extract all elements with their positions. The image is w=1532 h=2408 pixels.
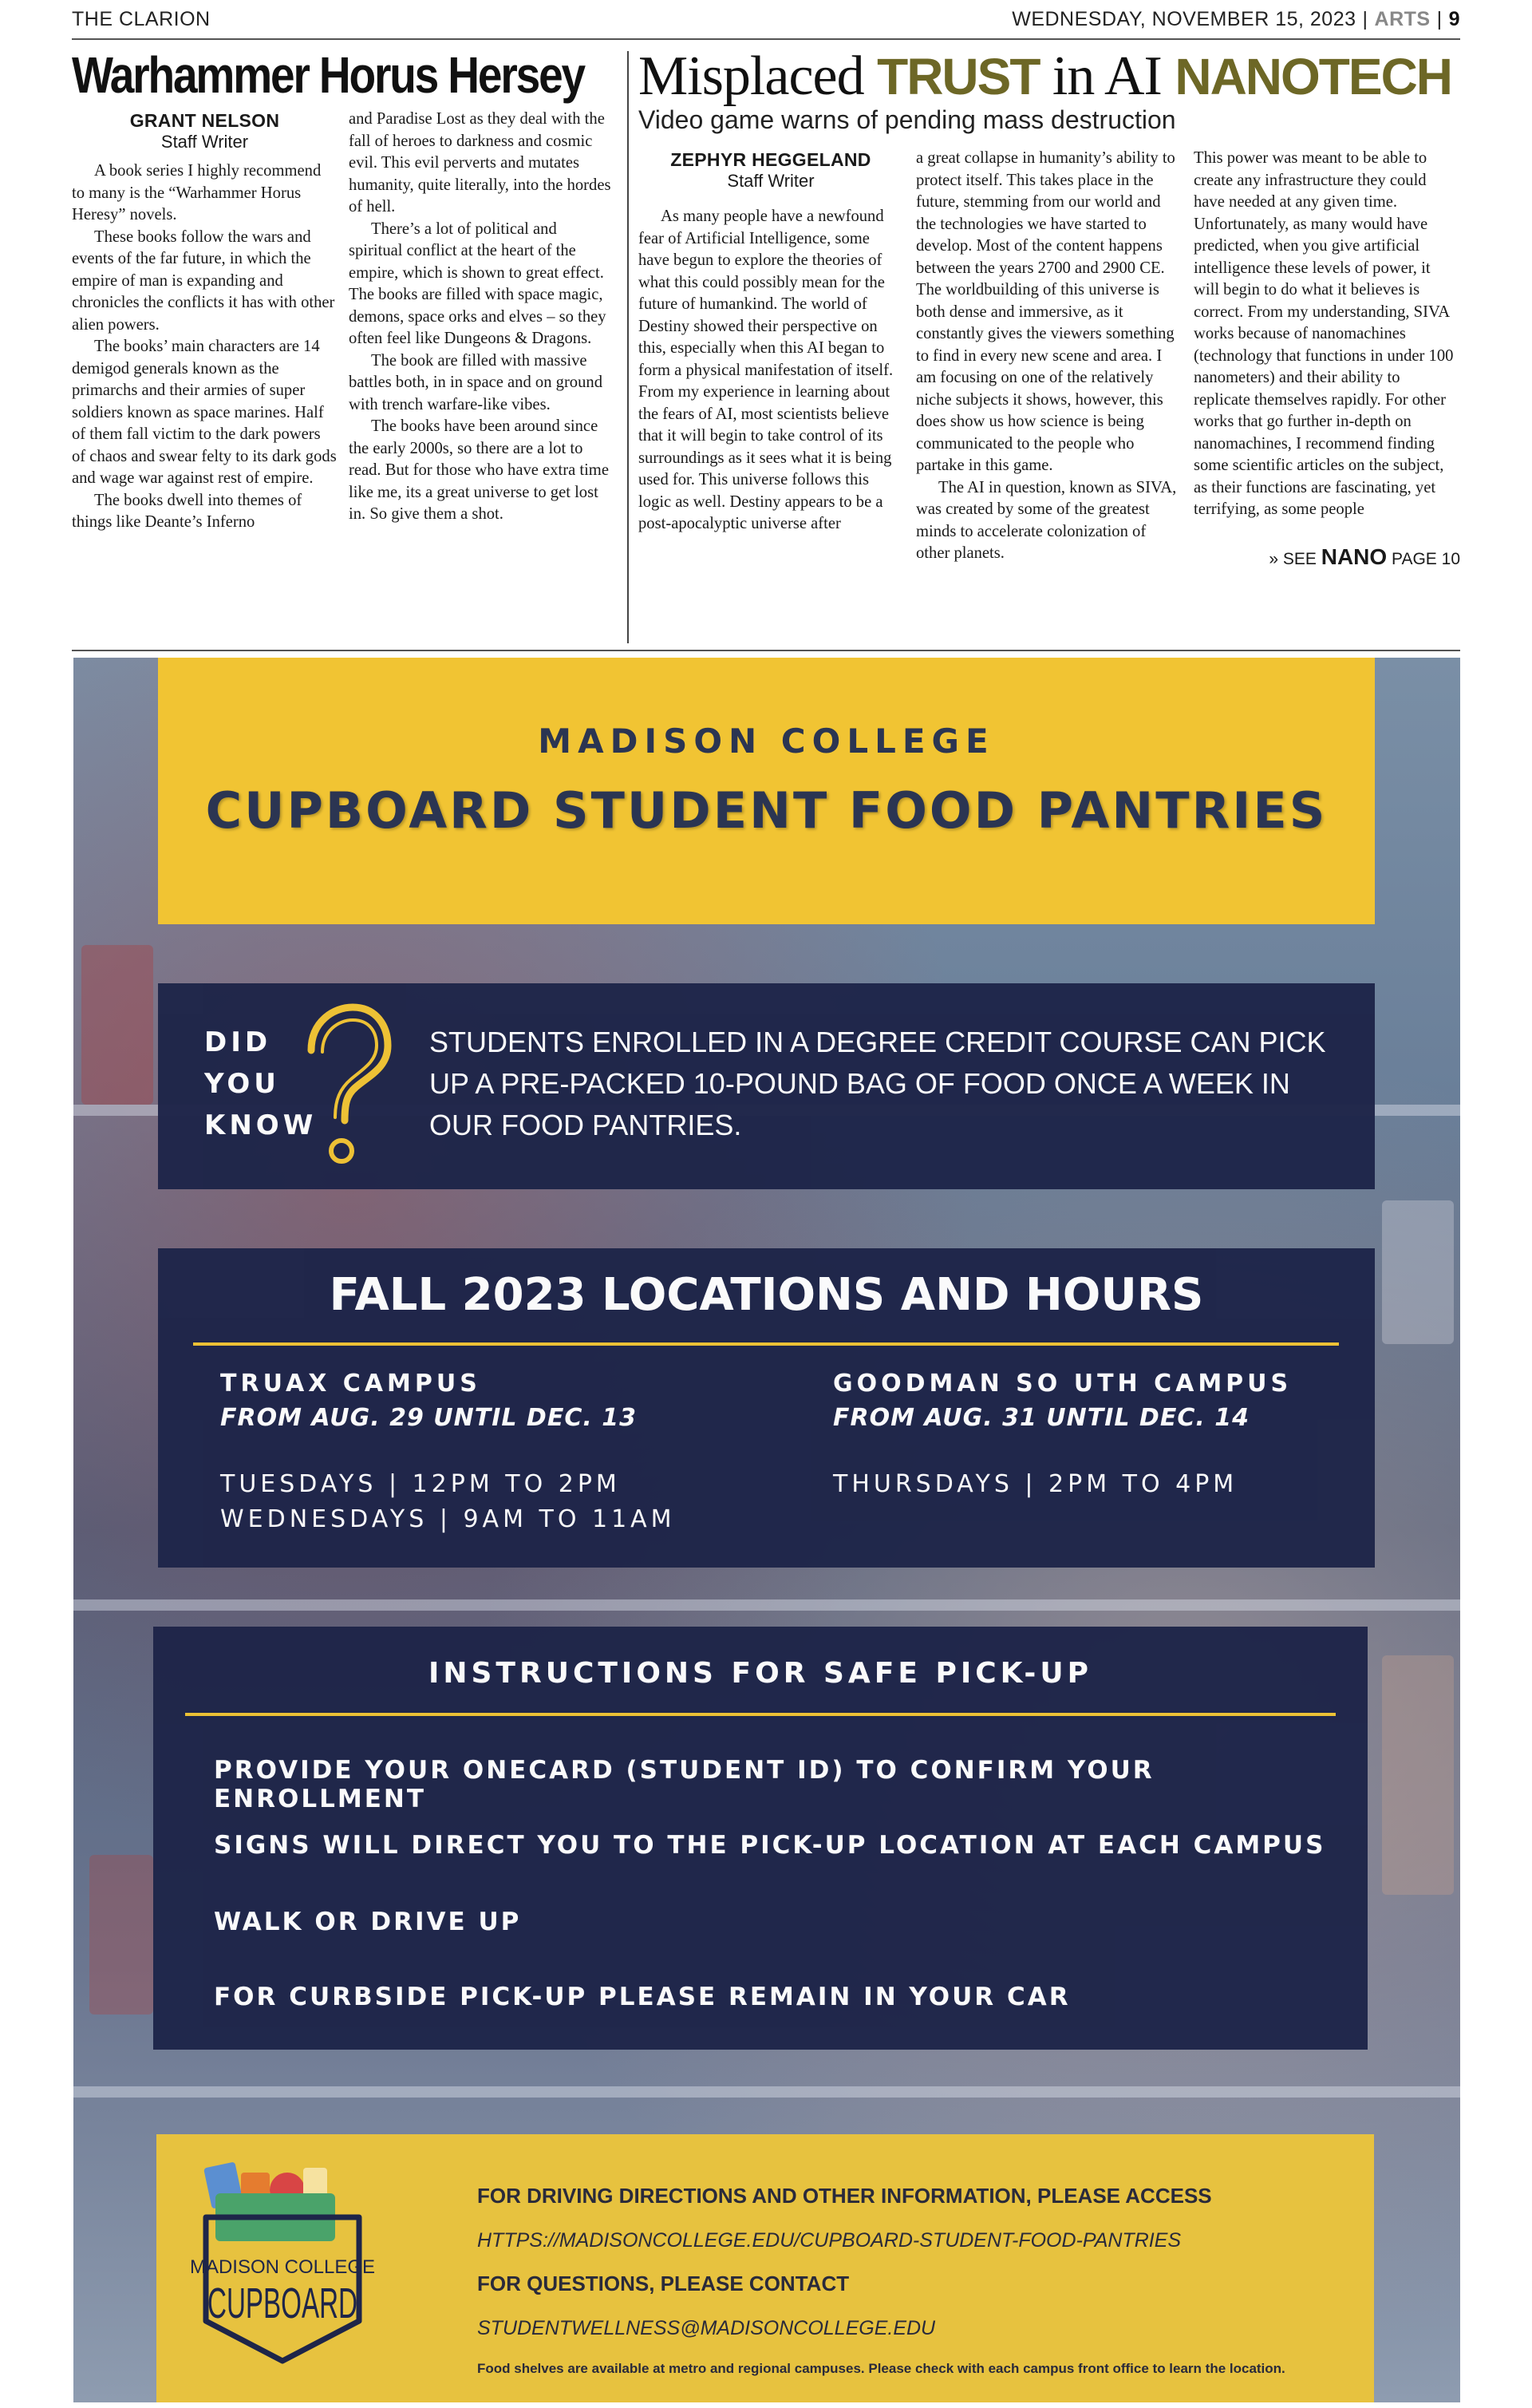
nanotech-article [638,45,1460,569]
author-role: Staff Writer [727,171,815,191]
section-divider [72,650,1460,651]
paragraph: The books have been around since the early 2000s, so there are a lot to read. But for those who have extra time like me, its a great universe to get lost in. So give them a shot. [349,417,609,523]
jump-word: NANO [1321,544,1388,569]
header-sep: | [1436,7,1443,30]
locations-hours-panel [158,1248,1375,1568]
campus-dates: FROM AUG. 29 UNTIL DEC. 13 [220,1404,637,1432]
hours-title: FALL 2023 LOCATIONS AND HOURS [329,1269,1204,1321]
article-column [1194,148,1459,565]
logo-bottom-text: CUPBOARD [207,2279,357,2327]
did-you-know-text: STUDENTS ENROLLED IN A DEGREE CREDIT COURSE CAN PICK UP A PRE-PACKED 10-POUND BAG OF FOOD ONCE A WEEK IN OUR FOOD PANTRIES. [429,1026,1326,1141]
article-column [638,148,903,565]
instructions-title: INSTRUCTIONS FOR SAFE PICK-UP [428,1657,1092,1690]
contact-lines [477,2184,1285,2377]
article-subhead: Video game warns of pending mass destruction [638,105,1176,134]
author-role: Staff Writer [160,132,249,152]
contact-footer [156,2134,1374,2402]
gold-divider [193,1342,1339,1346]
headline-part: Misplaced [638,45,878,107]
headline-trust: TRUST [877,48,1040,105]
pickup-instructions-panel [153,1627,1368,2050]
paragraph: The AI in question, known as SIVA, was created by some of the greatest minds to accelerate colonization of other planets. [916,478,1177,562]
paragraph: a great collapse in humanity’s ability to protect itself. This takes place in the future, stemming from our world and the technologies we have started to develop. Most of the content happens between the years 2700 and 2900 CE. The worldbuilding of this universe is both dense and immersive, as it constantly gives the viewers something to find in every new scene and area. I am focusing on one of the relatively niche subjects it shows, however, this does show us how science is being communicated to the people who partake in this game. [916,149,1175,474]
background-product [89,1855,153,2015]
article-column [916,148,1181,565]
headline-part: in AI [1039,45,1175,107]
paragraph: There’s a lot of political and spiritual conflict at the heart of the empire, which is shown to great effect. The books are filled with space magic, demons, space orks and elves – so they often feel like Dungeons & Dragons. [349,219,606,347]
page-number: 9 [1448,7,1460,30]
time-slot: THURSDAYS | 2PM TO 4PM [833,1470,1238,1498]
question-mark-icon [297,999,393,1175]
label-line: YOU [204,1068,280,1100]
campus-times [220,1467,676,1537]
questions-label: FOR QUESTIONS, PLEASE CONTACT [477,2272,850,2295]
campus-name: TRUAX CAMPUS [220,1370,481,1398]
paragraph: As many people have a newfound fear of Artificial Intelligence, some have begun to explore the theories of what this could possibly mean for the future of humankind. The world of Destiny showed their perspective on this, especially when this AI began to form a physical manifestation of itself. From my experience in learning about the fears of AI, most scientists believe that it will begin to take control of its surroundings as it sees what it is being used for. This universe follows this logic as well. Destiny appears to be a post-apocalyptic universe after [638,208,894,532]
section-name: ARTS [1374,7,1431,30]
header-sep: | [1362,7,1368,30]
did-you-know-panel [158,983,1375,1189]
paragraph: A book series I highly recommend to many is the “Warhammer Horus Heresy” novels. [72,162,322,223]
paragraph: The book are filled with massive battles both, in in space and on ground with trench warfare-like vibes. [349,351,602,413]
background-product [1382,1655,1454,1895]
ad-org: MADISON COLLEGE [538,722,995,761]
paragraph: The books’ main characters are 14 demigod generals known as the primarchs and their armies of super soldiers known as space marines. Half of them fall victim to the dark powers of chaos and swear felty to its dark gods and wage war against rest of empire. [72,338,337,487]
campus-goodman-south [833,1370,1292,1502]
campus-dates: FROM AUG. 31 UNTIL DEC. 14 [833,1404,1250,1432]
directions-label: FOR DRIVING DIRECTIONS AND OTHER INFORMATION, PLEASE ACCESS [477,2184,1212,2208]
paragraph: These books follow the wars and events of the far future, in which the empire of man is expanding and chronicles the conflicts it has with other alien powers. [72,227,335,334]
info-url-link[interactable]: HTTPS://MADISONCOLLEGE.EDU/CUPBOARD-STUDENT-FOOD-PANTRIES [477,2229,1182,2252]
ad-title-panel [158,658,1375,924]
article-headline: Warhammer Horus Hersey [72,46,584,104]
column-divider [627,51,629,643]
paragraph: This power was meant to be able to create any infrastructure they could have needed at any given time. Unfortunately, as many would have predicted, when you give artificial intelligence these levels of power, it will begin to do what it believes is correct. From my understanding, SIVA works because of nanomachines (technology that functions in under 100 nanometers) and their ability to replicate themselves rapidly. For other works that go further in-depth on nanomachines, I recommend finding some scientific articles on the subject, as their functions are fascinating, yet terrifying, as some people [1194,149,1454,518]
time-slot: WEDNESDAYS | 9AM TO 11AM [220,1505,676,1533]
article-column [349,109,614,534]
ad-title: CUPBOARD STUDENT FOOD PANTRIES [205,781,1328,840]
background-shelf [73,1599,1460,1611]
instruction-item: SIGNS WILL DIRECT YOU TO THE PICK-UP LOCATION AT EACH CAMPUS [214,1831,1326,1860]
page-header [72,0,1460,40]
continued-jump[interactable] [1269,544,1460,570]
header-right [1012,8,1460,31]
jump-prefix: » SEE [1269,549,1321,568]
instruction-item: FOR CURBSIDE PICK-UP PLEASE REMAIN IN YOUR CAR [214,1983,1071,2011]
headline-nanotech: NANOTECH [1175,48,1452,105]
label-line: KNOW [204,1109,318,1141]
paragraph: The books dwell into themes of things like Deante’s Inferno [72,491,302,531]
food-pantry-ad [73,658,1460,2402]
campus-truax [220,1370,676,1537]
author-name: GRANT NELSON [129,110,280,131]
label-line: DID [204,1026,272,1058]
availability-note: Food shelves are available at metro and regional campuses. Please check with each campus front office to learn the location. [477,2361,1285,2376]
gold-divider [185,1713,1336,1716]
contact-email-link[interactable]: STUDENTWELLNESS@MADISONCOLLEGE.EDU [477,2317,936,2339]
background-product [1382,1200,1454,1344]
campus-name: GOODMAN SO UTH CAMPUS [833,1370,1293,1398]
instruction-item: WALK OR DRIVE UP [214,1908,522,1936]
author-name: ZEPHYR HEGGELAND [670,149,871,170]
background-product [81,945,153,1105]
warhammer-article [72,45,614,534]
article-column [72,109,338,534]
background-shelf [73,2086,1460,2098]
article-headline [638,45,1460,109]
cupboard-logo-icon [189,2161,423,2377]
time-slot: TUESDAYS | 12PM TO 2PM [220,1470,621,1498]
campus-times [833,1467,1292,1502]
paper-name: THE CLARION [72,7,211,30]
logo-top-text: MADISON COLLEGE [189,2256,376,2278]
byline [638,149,903,192]
byline [72,110,338,152]
jump-page: PAGE 10 [1387,549,1460,568]
paragraph: and Paradise Lost as they deal with the fall of heroes to darkness and cosmic evil. This evil perverts and mutates humanity, quite literally, into the hordes of hell. [349,110,611,215]
issue-date: WEDNESDAY, NOVEMBER 15, 2023 [1012,7,1356,30]
instruction-item: PROVIDE YOUR ONECARD (STUDENT ID) TO CONFIRM YOUR ENROLLMENT [214,1756,1155,1813]
